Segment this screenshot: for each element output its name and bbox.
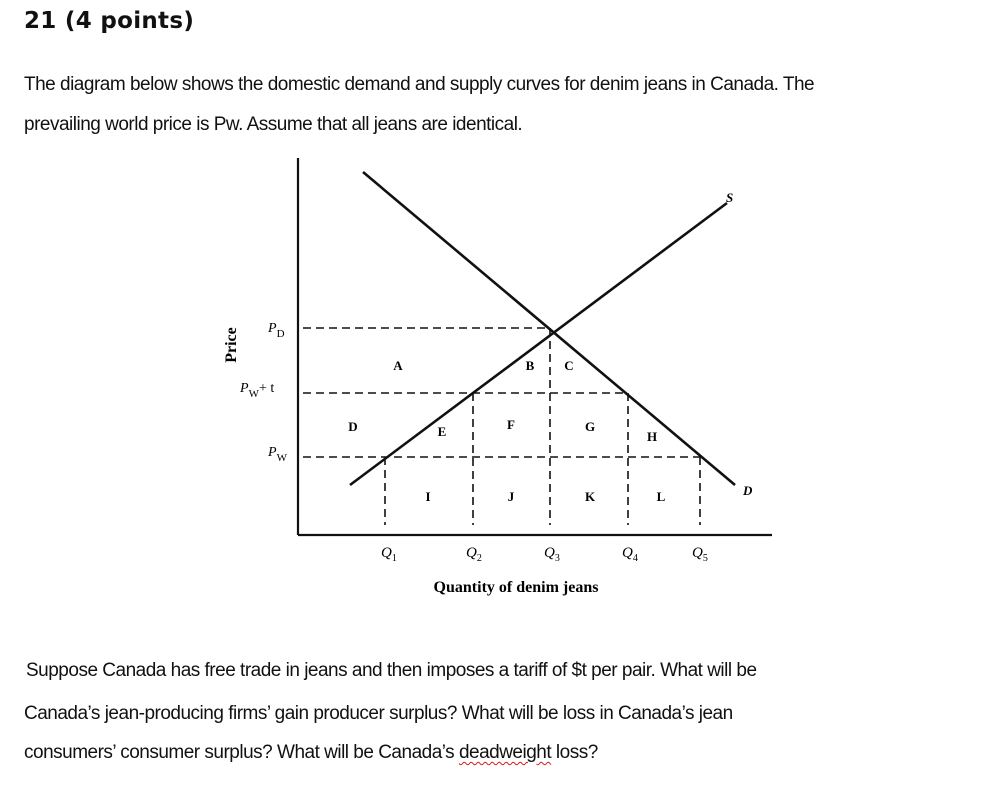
price-label-pw: $P_W$ xyxy=(268,445,287,464)
prompt-line-3-start: consumers’ consumer surplus? What will be Canada’s xyxy=(24,742,459,763)
area-label-g: G xyxy=(584,419,596,434)
area-label-f: F xyxy=(507,417,515,432)
prompt-line-1: Suppose Canada has free trade in jeans and then imposes a tariff of $t per pair. What will be xyxy=(26,660,757,681)
prompt-line-3 xyxy=(24,742,598,764)
demand-curve xyxy=(363,172,735,485)
supply-curve xyxy=(350,203,727,485)
quantity-label-q3: $Q_3$ xyxy=(544,545,560,564)
supply-curve-label: S xyxy=(726,190,734,205)
area-label-c: C xyxy=(564,358,574,373)
area-label-i: I xyxy=(425,489,431,504)
demand-curve-label: D xyxy=(743,483,753,498)
price-label-pwt: $P_W+ t$ xyxy=(240,381,275,400)
area-label-e: E xyxy=(437,424,447,439)
quantity-label-q4: $Q_4$ xyxy=(622,545,638,564)
area-label-k: K xyxy=(584,489,596,504)
quantity-label-q5: $Q_5$ xyxy=(692,545,708,564)
x-axis-label: Quantity of denim jeans xyxy=(433,579,599,596)
area-label-d: D xyxy=(348,419,358,434)
area-label-b: B xyxy=(525,358,535,373)
price-label-pd: $P_D$ xyxy=(268,321,285,340)
question-heading: 21 (4 points) xyxy=(24,8,195,34)
area-label-a: A xyxy=(393,358,403,373)
prompt-line-3-end: loss? xyxy=(551,742,598,763)
prompt-line-2: Canada’s jean-producing firms’ gain producer surplus? What will be loss in Canada’s jean xyxy=(24,703,733,724)
supply-demand-diagram xyxy=(200,155,780,610)
intro-line-1: The diagram below shows the domestic demand and supply curves for denim jeans in Canada. The xyxy=(24,74,815,95)
spellcheck-flagged-word[interactable]: deadweight xyxy=(458,742,552,763)
area-label-h: H xyxy=(646,429,658,444)
area-label-l: L xyxy=(656,489,666,504)
y-axis-label: Price xyxy=(223,327,240,363)
area-label-j: J xyxy=(507,489,515,504)
quantity-label-q2: $Q_2$ xyxy=(466,545,482,564)
intro-line-2: prevailing world price is Pw. Assume that all jeans are identical. xyxy=(24,114,523,135)
quantity-label-q1: $Q_1$ xyxy=(381,545,397,564)
